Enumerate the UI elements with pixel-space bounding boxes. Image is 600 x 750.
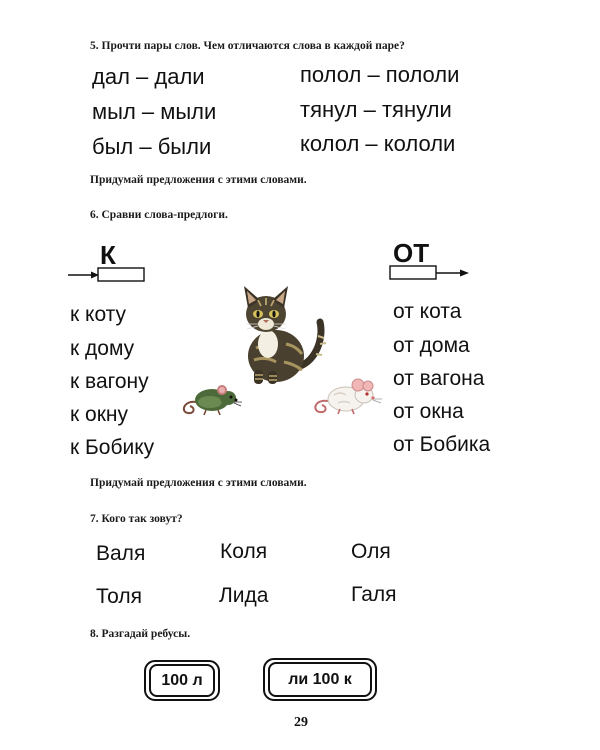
task5-pair-left-2: мыл – мыли — [92, 99, 217, 124]
left-word-3: к вагону — [70, 370, 149, 393]
name-kolya: Коля — [220, 540, 268, 563]
right-word-2: от дома — [393, 334, 470, 357]
rebus-2 — [263, 658, 377, 701]
task5-pair-right-1: полол – пололи — [300, 62, 460, 87]
task8-heading: 8. Разгадай ребусы. — [90, 628, 191, 640]
left-word-1: к коту — [70, 303, 127, 326]
name-valya: Валя — [96, 542, 146, 565]
cat-icon — [228, 278, 328, 386]
name-lida: Лида — [219, 584, 269, 607]
preposition-ot: ОТ — [393, 238, 430, 268]
rebus-2-text: ли 100 к — [268, 662, 372, 697]
right-word-1: от кота — [393, 300, 462, 323]
name-olya: Оля — [351, 540, 391, 563]
right-word-5: от Бобика — [393, 433, 491, 456]
grey-mouse-icon — [176, 380, 246, 418]
left-word-5: к Бобику — [70, 436, 155, 459]
task5-pair-left-3: был – были — [92, 134, 212, 159]
preposition-k: К — [100, 240, 116, 270]
name-tolya: Толя — [96, 585, 143, 608]
name-galya: Галя — [351, 583, 397, 606]
page-number: 29 — [294, 715, 308, 730]
task5-pair-left-1: дал – дали — [92, 64, 205, 89]
rebus-1 — [144, 660, 220, 701]
arrow-right-icon — [388, 262, 472, 284]
task7-heading: 7. Кого так зовут? — [90, 513, 183, 525]
left-word-2: к дому — [70, 337, 135, 360]
right-word-4: от окна — [393, 400, 464, 423]
arrow-right-icon — [66, 264, 146, 286]
task5-heading: 5. Прочти пары слов. Чем отличаются слова в каждой паре? — [90, 40, 405, 52]
left-word-4: к окну — [70, 403, 128, 426]
right-word-3: от вагона — [393, 367, 485, 390]
white-mouse-icon — [310, 375, 384, 417]
task6-footer: Придумай предложения с этими словами. — [90, 477, 307, 489]
task5-pair-right-3: колол – кололи — [300, 131, 456, 156]
rebus-1-text: 100 л — [149, 664, 215, 697]
task5-pair-right-2: тянул – тянули — [300, 97, 452, 122]
task6-heading: 6. Сравни слова-предлоги. — [90, 209, 228, 221]
task5-footer: Придумай предложения с этими словами. — [90, 174, 307, 186]
